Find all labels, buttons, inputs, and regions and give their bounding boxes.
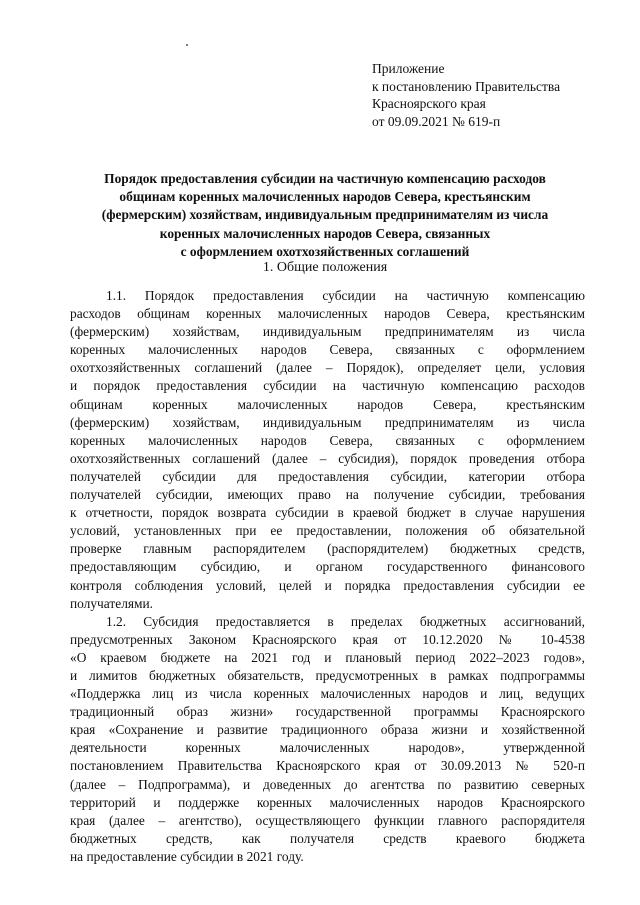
paragraph-line: контроля соблюдения условий, целей и порядка предоставления субсидии ее — [70, 577, 585, 593]
paragraph-line: предоставляющим субсидию, и органом государственного финансового — [70, 559, 585, 575]
paragraph-line: к отчетности, порядок возврата субсидии в краевой бюджет в случае нарушения — [70, 505, 585, 521]
paragraph-line: (далее – Подпрограмма), и доведенных до агентства по развитию северных — [70, 776, 585, 792]
section-heading: 1. Общие положения — [262, 260, 388, 275]
paragraph-line: края «Сохранение и развитие традиционного образа жизни и хозяйственной — [70, 722, 585, 738]
paragraph-line: получателями. — [70, 595, 154, 611]
paragraph-line: охотхозяйственных соглашений (далее – Порядок), определяет цели, условия — [70, 360, 585, 376]
title-line: Порядок предоставления субсидии на частичную компенсацию расходов — [104, 171, 546, 186]
paragraph-line: коренных малочисленных народов Севера, связанных с оформлением — [70, 432, 585, 448]
paragraph-line: бюджетных средств, как получателя средств краевого бюджета — [70, 830, 585, 846]
paragraph-line: общинам коренных малочисленных народов Севера, крестьянским — [70, 396, 585, 412]
paragraph-line: постановлением Правительства Красноярского края от 30.09.2013 № 520-п — [70, 758, 585, 774]
appendix-line: Приложение — [372, 61, 445, 76]
document-title — [60, 170, 590, 261]
title-line: с оформлением охотхозяйственных соглашений — [180, 243, 470, 259]
title-line: общинам коренных малочисленных народов Севера, крестьянским — [119, 189, 531, 205]
paragraph-1-1 — [70, 287, 585, 613]
paragraph-line: 1.2. Субсидия предоставляется в пределах бюджетных ассигнований, — [106, 613, 585, 629]
title-line: коренных малочисленных народов Севера, связанных — [159, 225, 491, 241]
paragraph-line: на предоставление субсидии в 2021 году. — [70, 848, 304, 864]
paragraph-line: традиционный образ жизни» государственной программы Красноярского — [70, 704, 585, 720]
paragraph-1-2 — [70, 613, 585, 866]
appendix-block — [372, 60, 612, 130]
title-line: (фермерским) хозяйствам, индивидуальным предпринимателям из числа — [101, 207, 549, 223]
paragraph-line: и порядок предоставления субсидии на частичную компенсацию расходов — [70, 378, 585, 394]
paragraph-line: «Поддержка лиц из числа коренных малочисленных народов и лиц, ведущих — [70, 686, 585, 702]
paragraph-line: 1.1. Порядок предоставления субсидии на частичную компенсацию — [106, 288, 585, 303]
paragraph-line: деятельности коренных малочисленных народов», утвержденной — [70, 740, 585, 756]
paragraph-line: охотхозяйственных соглашений (далее – субсидия), порядок проведения отбора — [70, 450, 585, 466]
appendix-line: от 09.09.2021 № 619-п — [372, 113, 501, 129]
paragraph-line: края (далее – агентство), осуществляющего функции главного распорядителя — [70, 812, 585, 828]
paragraph-line: территорий и поддержке коренных малочисленных народов Красноярского — [70, 794, 585, 810]
paragraph-line: (фермерским) хозяйствам, индивидуальным предпринимателям из числа — [70, 324, 585, 340]
appendix-line: Красноярского края — [372, 96, 486, 111]
paragraph-line: «О краевом бюджете на 2021 год и плановый период 2022–2023 годов», — [70, 649, 585, 665]
paragraph-line: проверке главным распорядителем (распорядителем) бюджетных средств, — [70, 541, 585, 557]
paragraph-line: условий, установленных при ее предоставлении, положения об обязательной — [70, 523, 585, 539]
paragraph-line: (фермерским) хозяйствам, индивидуальным предпринимателям из числа — [70, 414, 585, 430]
paragraph-line: и лимитов бюджетных обязательств, предусмотренных в рамках подпрограммы — [70, 667, 585, 683]
paragraph-line: получателей субсидии, имеющих право на получение субсидии, требования — [70, 487, 585, 503]
document-body — [70, 287, 585, 866]
paragraph-line: расходов общинам коренных малочисленных народов Севера, крестьянским — [70, 306, 585, 322]
paragraph-line: предусмотренных Законом Красноярского края от 10.12.2020 № 10-4538 — [70, 631, 585, 647]
appendix-line: к постановлению Правительства — [372, 78, 561, 94]
paragraph-line: коренных малочисленных народов Севера, связанных с оформлением — [70, 342, 585, 358]
paragraph-line: получателей субсидии для предоставления субсидии, категории отбора — [70, 468, 585, 484]
scan-speck — [186, 44, 188, 46]
